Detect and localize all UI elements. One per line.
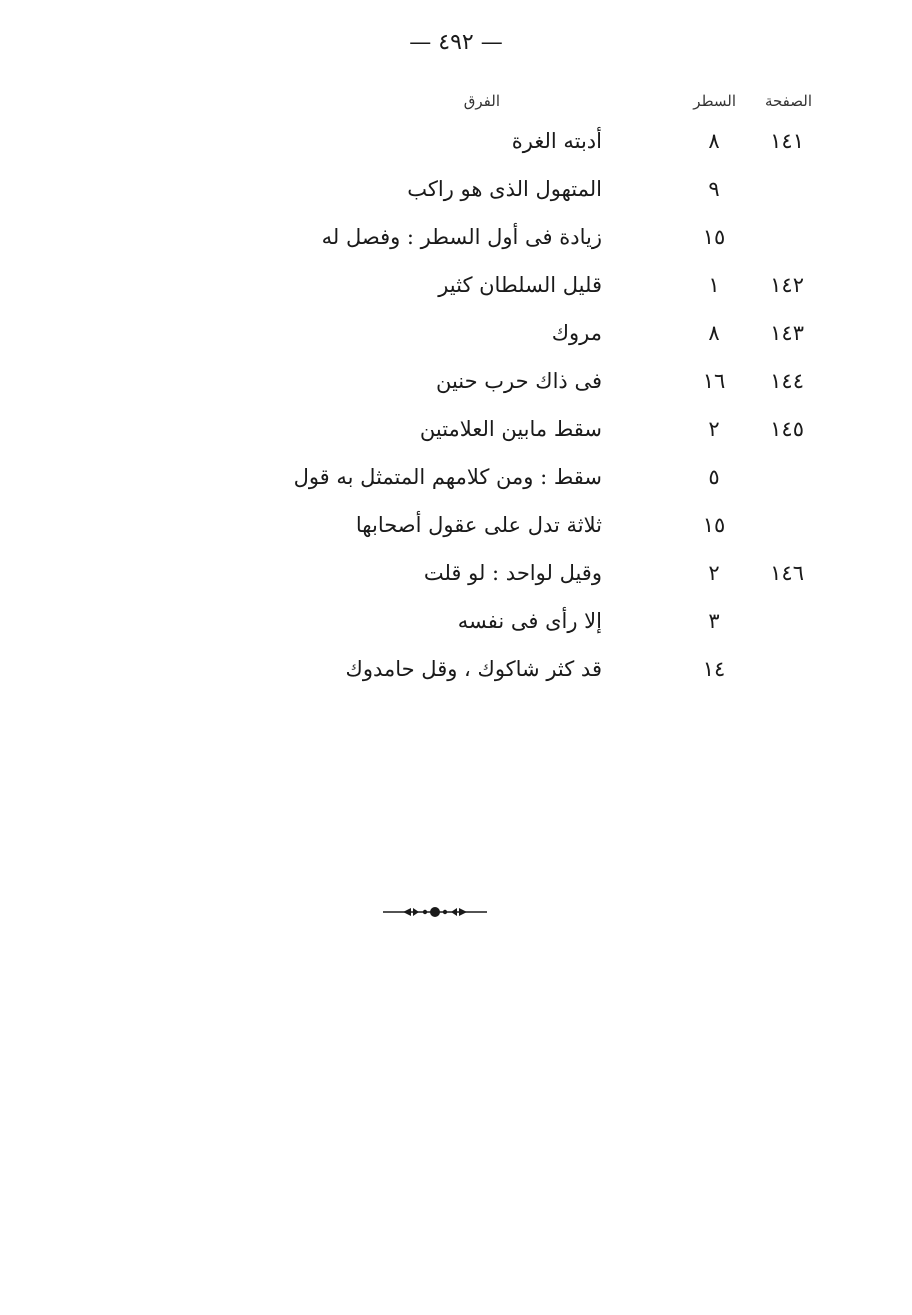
table-row [0,406,912,454]
page-number: — ٤٩٢ — [409,30,503,55]
diff-cell: قد كثر شاكوك ، وقل حامدوك [345,657,602,681]
diff-cell: مروك [551,321,602,345]
line-cell: ١٦ [702,369,726,393]
line-cell: ١ [708,273,720,297]
header-line: السطر [693,92,736,110]
table-row [0,550,912,598]
line-cell: ٢ [708,417,720,441]
table-row [0,262,912,310]
column-headers [0,92,912,116]
diff-cell: فى ذاك حرب حنين [435,369,602,393]
page-cell: ١٤٤ [770,369,804,393]
diff-cell: المتهول الذى هو راكب [407,177,602,201]
line-cell: ٩ [708,177,720,201]
page-cell: ١٤٥ [770,417,804,441]
line-cell: ١٥ [702,513,726,537]
end-ornament-icon [383,904,487,920]
diff-cell: سقط : ومن كلامهم المتمثل به قول [293,465,602,489]
diff-cell: سقط مابين العلامتين [419,417,602,441]
table-row [0,166,912,214]
diff-cell: ثلاثة تدل على عقول أصحابها [355,513,602,537]
table-row [0,598,912,646]
diff-cell: وقيل لواحد : لو قلت [423,561,602,585]
line-cell: ٨ [708,129,720,153]
table-row [0,502,912,550]
line-cell: ٥ [708,465,720,489]
table-row [0,118,912,166]
page-cell: ١٤٢ [770,273,804,297]
page-cell: ١٤١ [770,129,804,153]
line-cell: ٢ [708,561,720,585]
errata-table [0,118,912,694]
header-diff: الفرق [463,92,500,110]
header-page: الصفحة [764,92,812,110]
diff-cell: أدبته الغرة [511,129,602,153]
diff-cell: قليل السلطان كثير [438,273,602,297]
diff-cell: إلا رأى فى نفسه [457,609,602,633]
diff-cell: زيادة فى أول السطر : وفصل له [321,225,602,249]
table-row [0,646,912,694]
page-cell: ١٤٣ [770,321,804,345]
table-row [0,214,912,262]
line-cell: ١٤ [702,657,726,681]
page-cell: ١٤٦ [770,561,804,585]
table-row [0,310,912,358]
line-cell: ٣ [708,609,720,633]
line-cell: ١٥ [702,225,726,249]
table-row [0,454,912,502]
line-cell: ٨ [708,321,720,345]
table-row [0,358,912,406]
